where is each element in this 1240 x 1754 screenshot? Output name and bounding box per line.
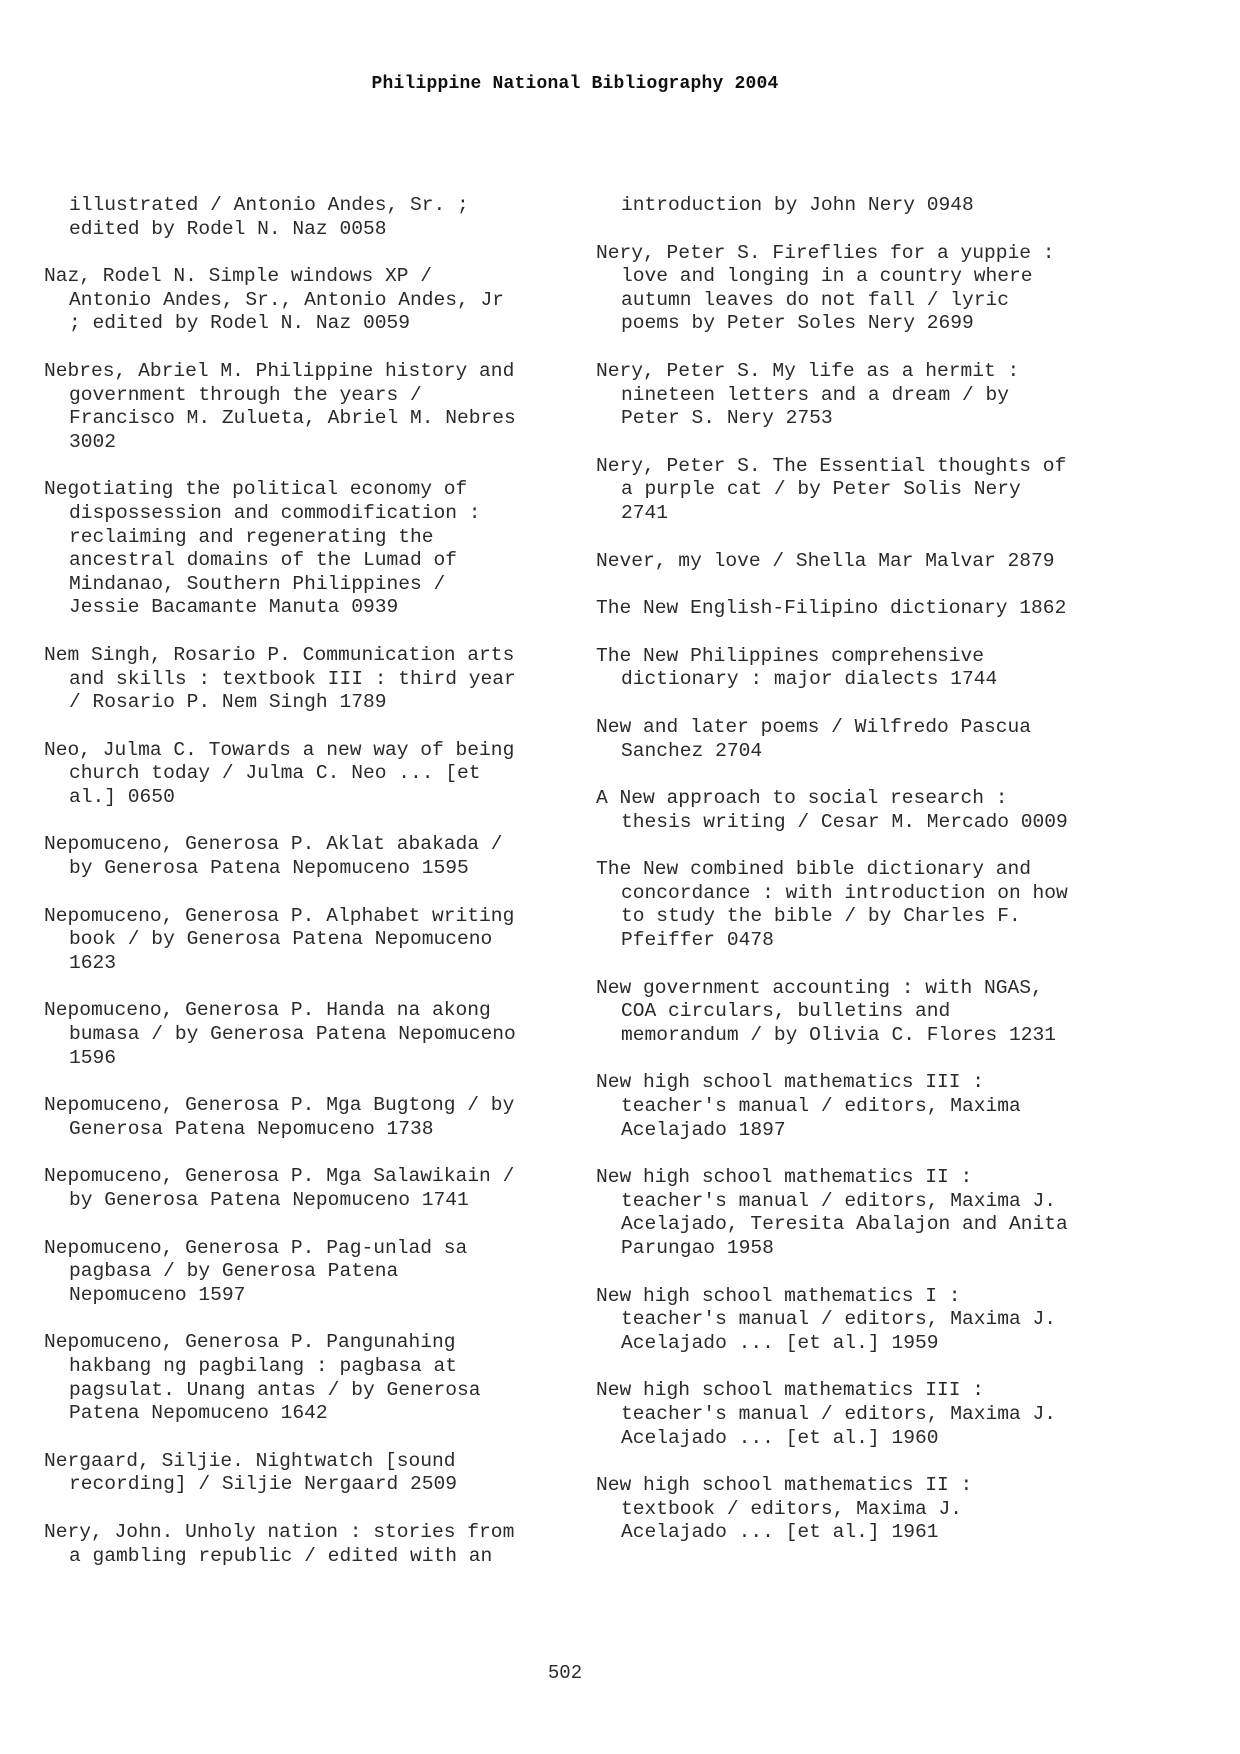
bibliography-entry: Negotiating the political economy of dispossession and commodification : reclaiming and regenerating the ancestral domains of the Lumad of Mindanao, Southern Philippines / Jessie Bacamante Manuta 0939 [44,478,481,619]
right-column [596,194,1126,1569]
page-title: Philippine National Bibliography 2004 [371,74,779,94]
bibliography-entry: Nery, Peter S. Fireflies for a yuppie : love and longing in a country where autumn leaves do not fall / lyric poems by Peter Soles Nery 2699 [596,241,1055,335]
bibliography-entry: The New Philippines comprehensive dictionary : major dialects 1744 [596,644,998,691]
bibliography-entry: Nepomuceno, Generosa P. Mga Bugtong / by Generosa Patena Nepomuceno 1738 [44,1094,515,1140]
bibliography-entry: The New English-Filipino dictionary 1862 [596,597,1067,620]
bibliography-entry: Never, my love / Shella Mar Malvar 2879 [596,549,1055,572]
bibliography-entry: Nepomuceno, Generosa P. Handa na akong bumasa / by Generosa Patena Nepomuceno 1596 [44,999,516,1069]
bibliography-entry: Nery, Peter S. My life as a hermit : nineteen letters and a dream / by Peter S. Nery 2753 [596,359,1020,430]
left-column [44,194,574,1592]
bibliography-entry: New high school mathematics III : teacher's manual / editors, Maxima J. Acelajado ... [et al.] 1960 [596,1379,1057,1449]
page-number: 502 [547,1662,583,1684]
bibliography-entry: Nery, John. Unholy nation : stories from a gambling republic / edited with an [44,1520,515,1567]
bibliography-entry: Nepomuceno, Generosa P. Pangunahing hakbang ng pagbilang : pagbasa at pagsulat. Unang antas / by Generosa Patena Nepomuceno 1642 [44,1331,481,1425]
bibliography-entry: Nebres, Abriel M. Philippine history and government through the years / Francisco M. Zulueta, Abriel M. Nebres 3002 [44,359,516,453]
bibliography-entry: Naz, Rodel N. Simple windows XP / Antonio Andes, Sr., Antonio Andes, Jr ; edited by Rodel N. Naz 0059 [44,265,505,335]
bibliography-entry: Nepomuceno, Generosa P. Alphabet writing book / by Generosa Patena Nepomuceno 1623 [44,904,515,974]
bibliography-entry: New and later poems / Wilfredo Pascua Sanchez 2704 [596,715,1032,762]
bibliography-entry: Nem Singh, Rosario P. Communication arts and skills : textbook III : third year / Rosario P. Nem Singh 1789 [44,643,516,714]
bibliography-entry: Nepomuceno, Generosa P. Aklat abakada / by Generosa Patena Nepomuceno 1595 [44,833,503,880]
bibliography-entry: Nepomuceno, Generosa P. Mga Salawikain / by Generosa Patena Nepomuceno 1741 [44,1165,515,1211]
bibliography-entry: The New combined bible dictionary and concordance : with introduction on how to study the bible / by Charles F. Pfeiffer 0478 [596,858,1068,952]
bibliography-entry: New government accounting : with NGAS, COA circulars, bulletins and memorandum / by Olivia C. Flores 1231 [596,976,1057,1046]
bibliography-entry: Nepomuceno, Generosa P. Pag-unlad sa pagbasa / by Generosa Patena Nepomuceno 1597 [44,1236,468,1306]
bibliography-entry: Nery, Peter S. The Essential thoughts of a purple cat / by Peter Solis Nery 2741 [596,454,1067,524]
bibliography-entry: illustrated / Antonio Andes, Sr. ; edited by Rodel N. Naz 0058 [69,194,469,240]
bibliography-entry: New high school mathematics II : teacher's manual / editors, Maxima J. Acelajado, Teresita Abalajon and Anita Parungao 1958 [596,1166,1068,1259]
bibliography-entry: New high school mathematics III : teacher's manual / editors, Maxima Acelajado 1897 [596,1071,1021,1141]
bibliography-entry: Neo, Julma C. Towards a new way of being church today / Julma C. Neo ... [et al.] 0650 [44,738,515,808]
bibliography-entry: New high school mathematics II : textbook / editors, Maxima J. Acelajado ... [et al.] 1961 [596,1474,973,1544]
bibliography-entry: introduction by John Nery 0948 [621,194,974,216]
bibliography-entry: New high school mathematics I : teacher's manual / editors, Maxima J. Acelajado ... [et al.] 1959 [596,1284,1057,1354]
bibliography-entry: Nergaard, Siljie. Nightwatch [sound recording] / Siljie Nergaard 2509 [44,1449,458,1496]
bibliography-entry: A New approach to social research : thesis writing / Cesar M. Mercado 0009 [596,787,1068,833]
